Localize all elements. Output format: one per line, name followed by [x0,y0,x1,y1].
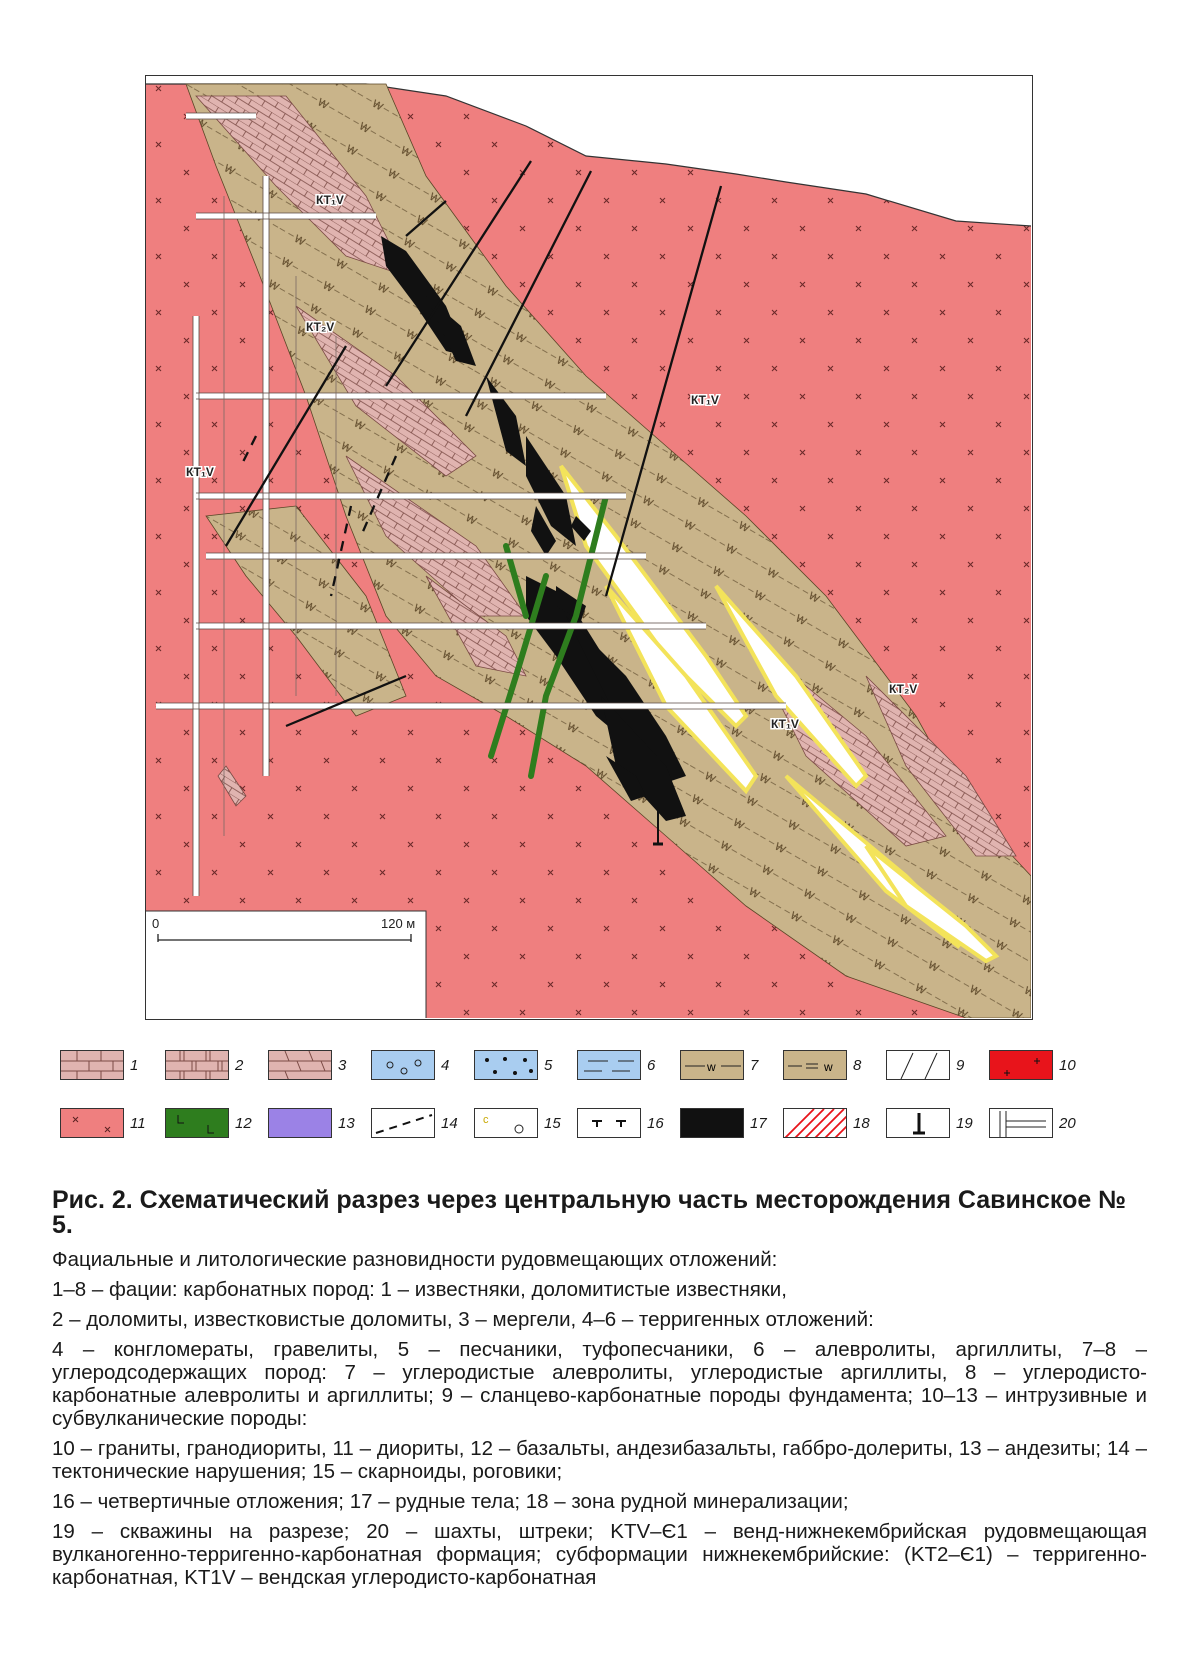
dolomite-swatch-icon [165,1050,229,1080]
subformation-label: КТ₂V [889,682,918,696]
legend-number: 5 [544,1056,553,1074]
scale-start-label: 0 [152,916,160,931]
legend-item [268,1050,346,1080]
legend-number: 19 [956,1114,973,1132]
mineralization-zone-swatch-icon [783,1108,847,1138]
limestone-swatch-icon [60,1050,124,1080]
legend-number: 18 [853,1114,870,1132]
legend-item [783,1050,861,1080]
legend-item [371,1108,458,1138]
legend-number: 4 [441,1056,450,1074]
legend-item [680,1050,758,1080]
legend-number: 15 [544,1114,561,1132]
legend-item [989,1050,1076,1080]
legend-item [577,1108,664,1138]
svg-text:w: w [707,1060,716,1074]
legend-number: 10 [1059,1056,1076,1074]
diorite-swatch-icon [60,1108,124,1138]
conglomerate-swatch-icon [371,1050,435,1080]
subformation-label: КТ₁V [691,393,719,407]
subformation-label: КТ₁V [186,465,214,479]
legend-item [680,1108,767,1138]
quaternary-swatch-icon [577,1108,641,1138]
legend-item [474,1108,561,1138]
legend-number: 7 [750,1056,759,1074]
legend [60,1050,1160,1150]
ore-body-swatch-icon [680,1108,744,1138]
scale-end-label: 120 м [381,916,416,931]
legend-item [577,1050,655,1080]
legend-item [165,1050,243,1080]
legend-number: 2 [235,1056,244,1074]
legend-number: 1 [130,1056,139,1074]
skarnoid-swatch-icon [474,1108,538,1138]
legend-number: 17 [750,1114,767,1132]
legend-number: 8 [853,1056,862,1074]
figure-caption [52,1188,1147,1596]
caption-line: 16 – четвертичные отложения; 17 – рудные тела; 18 – зона рудной минерализации; [52,1490,849,1513]
subformation-label: КТ₁V [771,717,799,731]
legend-number: 11 [130,1114,146,1132]
legend-number: 14 [441,1114,458,1132]
caption-text [52,1248,1147,1589]
legend-number: 20 [1059,1114,1076,1132]
legend-item [165,1108,252,1138]
caption-line: 4 – конгломераты, гравелиты, 5 – песчаники, туфопесчаники, 6 – алевролиты, аргиллиты, 7–8 – углеродсодержащих пород: 7 – углеродистые алевролиты, углеродистые аргиллиты, 8 – углеродисто-карбонатные алевролиты и аргиллиты; 9 – сланцево-карбонатные породы фундамента; 10–13 – интрузивные и субвулканические породы: [52,1338,1147,1430]
legend-number: 6 [647,1056,656,1074]
basalt-swatch-icon [165,1108,229,1138]
shaft-swatch-icon [989,1108,1053,1138]
svg-text:c: c [483,1114,489,1126]
legend-item [371,1050,449,1080]
carbon-carbonate-swatch-icon [783,1050,847,1080]
legend-number: 12 [235,1114,252,1132]
figure-title: Рис. 2. Схематический разрез через центральную часть месторождения Савинское № 5. [52,1186,1127,1239]
legend-item [60,1108,146,1138]
legend-item [989,1108,1076,1138]
borehole-swatch-icon [886,1108,950,1138]
sandstone-swatch-icon [474,1050,538,1080]
granite-swatch-icon [989,1050,1053,1080]
legend-number: 9 [956,1056,965,1074]
geological-section [145,75,1033,1020]
svg-text:w: w [824,1060,833,1074]
legend-item [60,1050,138,1080]
legend-item [783,1108,870,1138]
marl-swatch-icon [268,1050,332,1080]
legend-number: 3 [338,1056,347,1074]
scale-bar [146,911,426,1018]
fault-swatch-icon [371,1108,435,1138]
legend-item [886,1108,973,1138]
caption-line: Фациальные и литологические разновидности рудовмещающих отложений: [52,1248,778,1271]
subformation-label: КТ₁V [316,193,344,207]
carbon-siltstone-swatch-icon [680,1050,744,1080]
shale-carbonate-swatch-icon [886,1050,950,1080]
legend-number: 16 [647,1114,664,1132]
section-drawing [146,76,1031,1018]
caption-line: 2 – доломиты, известковистые доломиты, 3 – мергели, 4–6 – терригенных отложений: [52,1308,874,1331]
andesite-swatch-icon [268,1108,332,1138]
legend-item [474,1050,552,1080]
subformation-label: КТ₂V [306,320,335,334]
siltstone-swatch-icon [577,1050,641,1080]
caption-line: 1–8 – фации: карбонатных пород: 1 – известняки, доломитистые известняки, [52,1278,787,1301]
legend-item [886,1050,964,1080]
caption-line: 19 – скважины на разрезе; 20 – шахты, штреки; KTV–Є1 – венд-нижнекембрийская рудовмещающая вулканогенно-терригенно-карбонатная формация; субформации нижнекембрийские: (KT2–Є1) – терригенно-карбонатная, KT1V – вендская углеродисто-карбонатная [52,1520,1147,1589]
caption-line: 10 – граниты, гранодиориты, 11 – диориты, 12 – базальты, андезибазальты, габбро-долериты, 13 – андезиты; 14 – тектонические нарушения; 15 – скарноиды, роговики; [52,1437,1147,1483]
legend-item [268,1108,355,1138]
legend-number: 13 [338,1114,355,1132]
